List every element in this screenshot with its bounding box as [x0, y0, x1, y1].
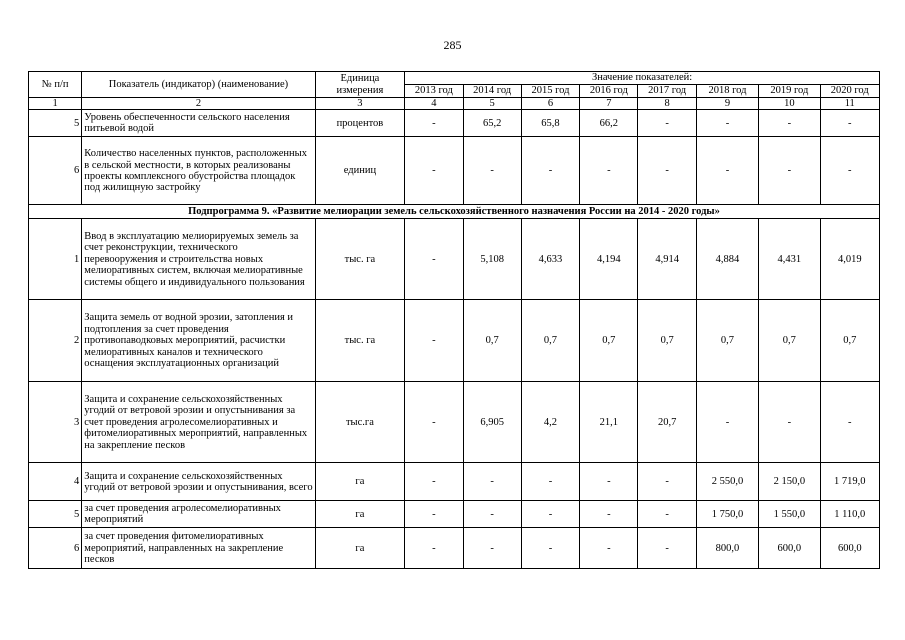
unit-cell: тыс. га: [315, 219, 405, 300]
value-cell: -: [463, 528, 521, 569]
indicator-name: за счет проведения агролесомелиоративных мероприятий: [82, 501, 315, 528]
indicator-name: Количество населенных пунктов, расположенных в сельской местности, в которых реализованы проекты комплексного обустройства площадок под жилищную застройку: [82, 137, 315, 205]
value-cell: -: [405, 382, 463, 463]
indicator-name: Защита и сохранение сельскохозяйственных угодий от ветровой эрозии и опустынивания, всего: [82, 463, 315, 501]
row-number: 4: [29, 463, 82, 501]
header-year: 2015 год: [521, 85, 579, 98]
value-cell: 4,2: [521, 382, 579, 463]
value-cell: -: [405, 110, 463, 137]
unit-cell: га: [315, 463, 405, 501]
header-col-index: 7: [580, 98, 638, 110]
header-col-index: 11: [820, 98, 879, 110]
value-cell: 4,914: [638, 219, 696, 300]
value-cell: -: [521, 528, 579, 569]
row-number: 1: [29, 219, 82, 300]
value-cell: 0,7: [521, 300, 579, 382]
value-cell: -: [405, 300, 463, 382]
value-cell: 4,431: [759, 219, 820, 300]
unit-cell: га: [315, 528, 405, 569]
value-cell: -: [696, 110, 758, 137]
value-cell: 2 150,0: [759, 463, 820, 501]
value-cell: -: [638, 528, 696, 569]
value-cell: 65,2: [463, 110, 521, 137]
header-values: Значение показателей:: [405, 72, 880, 85]
indicator-name: Защита и сохранение сельскохозяйственных угодий от ветровой эрозии и опустынивания за счет проведения агролесомелиоративных и фитомелиоративных мероприятий, направленных на закрепление песков: [82, 382, 315, 463]
value-cell: -: [638, 463, 696, 501]
header-year: 2019 год: [759, 85, 820, 98]
header-col-index: 1: [29, 98, 82, 110]
header-col-index: 8: [638, 98, 696, 110]
value-cell: -: [405, 463, 463, 501]
table-row: [29, 110, 880, 137]
header-year: 2017 год: [638, 85, 696, 98]
header-col-index: 10: [759, 98, 820, 110]
value-cell: -: [580, 501, 638, 528]
row-number: 5: [29, 110, 82, 137]
page-number: 285: [443, 38, 462, 52]
unit-cell: процентов: [315, 110, 405, 137]
table-row: [29, 219, 880, 300]
value-cell: -: [580, 137, 638, 205]
header-col-index: 5: [463, 98, 521, 110]
value-cell: 1 550,0: [759, 501, 820, 528]
value-cell: -: [463, 137, 521, 205]
value-cell: -: [696, 137, 758, 205]
value-cell: -: [759, 382, 820, 463]
value-cell: 0,7: [463, 300, 521, 382]
value-cell: 6,905: [463, 382, 521, 463]
table-row: [29, 501, 880, 528]
value-cell: 21,1: [580, 382, 638, 463]
header-col-index: 4: [405, 98, 463, 110]
value-cell: 0,7: [759, 300, 820, 382]
subprogram-title: Подпрограмма 9. «Развитие мелиорации земель сельскохозяйственного назначения России на 2014 - 2020 годы»: [29, 205, 880, 219]
row-number: 2: [29, 300, 82, 382]
value-cell: -: [405, 528, 463, 569]
value-cell: 4,019: [820, 219, 879, 300]
row-number: 3: [29, 382, 82, 463]
value-cell: 1 110,0: [820, 501, 879, 528]
value-cell: -: [463, 501, 521, 528]
header-col-index: 9: [696, 98, 758, 110]
table-row: [29, 137, 880, 205]
value-cell: -: [405, 137, 463, 205]
value-cell: -: [580, 463, 638, 501]
value-cell: -: [820, 137, 879, 205]
value-cell: -: [820, 110, 879, 137]
header-col-index: 6: [521, 98, 579, 110]
value-cell: -: [405, 219, 463, 300]
header-year: 2018 год: [696, 85, 758, 98]
value-cell: 0,7: [638, 300, 696, 382]
value-cell: 20,7: [638, 382, 696, 463]
value-cell: 4,884: [696, 219, 758, 300]
header-num: № п/п: [29, 72, 82, 98]
unit-cell: тыс.га: [315, 382, 405, 463]
value-cell: 0,7: [820, 300, 879, 382]
value-cell: -: [820, 382, 879, 463]
indicator-name: Уровень обеспеченности сельского населения питьевой водой: [82, 110, 315, 137]
header-unit: Единица измерения: [315, 72, 405, 98]
unit-cell: единиц: [315, 137, 405, 205]
header-year: 2013 год: [405, 85, 463, 98]
value-cell: 1 750,0: [696, 501, 758, 528]
row-number: 6: [29, 137, 82, 205]
row-number: 6: [29, 528, 82, 569]
value-cell: -: [463, 463, 521, 501]
value-cell: -: [638, 501, 696, 528]
value-cell: -: [521, 501, 579, 528]
indicator-name: за счет проведения фитомелиоративных мероприятий, направленных на закрепление песков: [82, 528, 315, 569]
unit-cell: тыс. га: [315, 300, 405, 382]
value-cell: -: [696, 382, 758, 463]
subprogram-row: [29, 205, 880, 219]
header-indicator: Показатель (индикатор) (наименование): [82, 72, 315, 98]
value-cell: 600,0: [759, 528, 820, 569]
value-cell: 800,0: [696, 528, 758, 569]
header-col-index: 2: [82, 98, 315, 110]
header-year: 2016 год: [580, 85, 638, 98]
value-cell: -: [759, 137, 820, 205]
table-row: [29, 382, 880, 463]
value-cell: 4,194: [580, 219, 638, 300]
value-cell: -: [580, 528, 638, 569]
table-row: [29, 300, 880, 382]
value-cell: 5,108: [463, 219, 521, 300]
value-cell: -: [638, 110, 696, 137]
value-cell: 4,633: [521, 219, 579, 300]
value-cell: -: [405, 501, 463, 528]
table-row: [29, 528, 880, 569]
value-cell: 1 719,0: [820, 463, 879, 501]
unit-cell: га: [315, 501, 405, 528]
table-row: [29, 463, 880, 501]
value-cell: 66,2: [580, 110, 638, 137]
value-cell: -: [521, 137, 579, 205]
header-year: 2020 год: [820, 85, 879, 98]
value-cell: -: [759, 110, 820, 137]
value-cell: 600,0: [820, 528, 879, 569]
indicators-table: [28, 71, 880, 569]
value-cell: 0,7: [580, 300, 638, 382]
header-col-index: 3: [315, 98, 405, 110]
value-cell: 0,7: [696, 300, 758, 382]
value-cell: 65,8: [521, 110, 579, 137]
indicator-name: Защита земель от водной эрозии, затопления и подтопления за счет проведения противопаводковых мероприятий, расчистки мелиоративных каналов и технического оснащения эксплуатационных организаций: [82, 300, 315, 382]
indicator-name: Ввод в эксплуатацию мелиорируемых земель за счет реконструкции, технического перевооружения и строительства новых мелиоративных систем, включая мелиоративные системы общего и индивидуального пользования: [82, 219, 315, 300]
value-cell: 2 550,0: [696, 463, 758, 501]
row-number: 5: [29, 501, 82, 528]
value-cell: -: [638, 137, 696, 205]
header-year: 2014 год: [463, 85, 521, 98]
value-cell: -: [521, 463, 579, 501]
